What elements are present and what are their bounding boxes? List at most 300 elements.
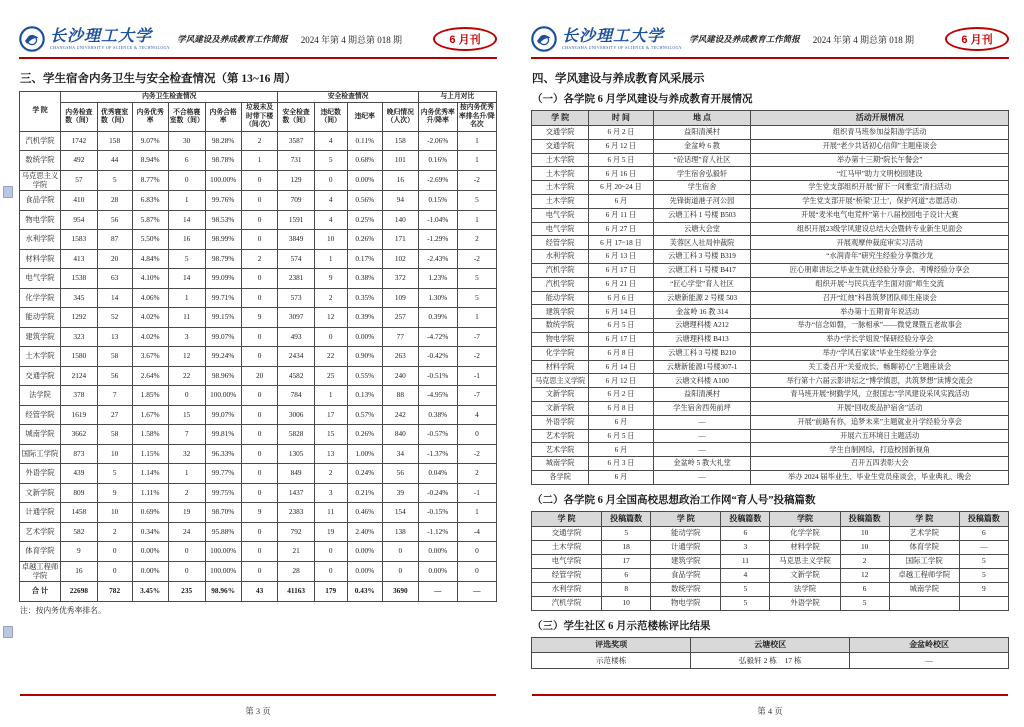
- table-cell: 艺术学院: [889, 526, 959, 540]
- model-building-table-body: [532, 652, 1009, 668]
- table-row: [532, 139, 1009, 153]
- table-cell: 56: [97, 210, 132, 230]
- table-cell: 15: [168, 405, 205, 425]
- table-cell: 492: [61, 151, 98, 171]
- table-cell: 10: [97, 503, 132, 523]
- table-cell: 建筑学院: [532, 305, 589, 319]
- university-name: 长沙理工大学: [50, 27, 153, 45]
- table-cell: 食品学院: [651, 568, 721, 582]
- table-cell: 弘毅轩 2 栋 17 栋: [691, 652, 850, 668]
- table-cell: 0.00%: [418, 561, 457, 582]
- table-cell: 3097: [278, 308, 314, 328]
- table-cell: 1.23%: [418, 269, 457, 289]
- table-row: [20, 425, 497, 445]
- table-cell: 6 月 2 日: [589, 126, 653, 140]
- table-cell: 5: [97, 170, 132, 191]
- table-cell: 文新学院: [770, 568, 840, 582]
- table-cell: 土木学院: [532, 181, 589, 195]
- table-cell: 金盆岭 16 教 314: [653, 305, 751, 319]
- table-cell: 56: [382, 464, 418, 484]
- table-cell: 99.07%: [205, 327, 241, 347]
- table-cell: 3662: [61, 425, 98, 445]
- table-cell: 0.39%: [418, 308, 457, 328]
- table-cell: 6: [721, 526, 770, 540]
- table-row: [532, 332, 1009, 346]
- group-header-compare: 与上月对比: [418, 92, 496, 103]
- table-row: [532, 167, 1009, 181]
- table-cell: 96.33%: [205, 444, 241, 464]
- hygiene-table-body: [20, 131, 497, 582]
- table-cell: 87: [97, 230, 132, 250]
- table-cell: 20: [241, 366, 278, 386]
- table-cell: 2: [314, 464, 347, 484]
- university-name-block: [50, 29, 170, 50]
- table-cell: 27: [97, 405, 132, 425]
- subsection-3-title: （三）学生社区 6 月示范楼栋评比结果: [532, 620, 711, 632]
- table-cell: 云塘工科 1 号楼 B503: [653, 208, 751, 222]
- table-cell: 1538: [61, 269, 98, 289]
- table-cell: 98.28%: [205, 131, 241, 151]
- column-header: 内务检查数（间）: [61, 103, 98, 131]
- table-cell: 809: [61, 483, 98, 503]
- table-cell: 电气学院: [532, 208, 589, 222]
- table-cell: 0.69%: [132, 503, 168, 523]
- table-cell: 263: [382, 347, 418, 367]
- table-cell: 0.90%: [347, 347, 382, 367]
- table-cell: 国际工学院: [889, 554, 959, 568]
- table-cell: —: [418, 582, 457, 602]
- table-cell: 11: [721, 554, 770, 568]
- table-cell: 5.87%: [132, 210, 168, 230]
- table-cell: 6.83%: [132, 191, 168, 211]
- table-row: [20, 503, 497, 523]
- footer-rule: [532, 694, 1008, 697]
- table-cell: 土木学院: [532, 194, 589, 208]
- table-cell: -2.69%: [418, 170, 457, 191]
- table-cell: 44: [97, 151, 132, 171]
- table-row: [532, 208, 1009, 222]
- table-cell: 举办第十五期青年说活动: [751, 305, 1009, 319]
- table-cell: 109: [382, 288, 418, 308]
- table-cell: 城南学院: [889, 582, 959, 596]
- table-cell: 2.40%: [347, 522, 382, 542]
- table-cell: 学生自制网综，打造校园新视角: [751, 443, 1009, 457]
- table-cell: -1.37%: [418, 444, 457, 464]
- university-name-english: CHANGSHA UNIVERSITY OF SCIENCE & TECHNOLOGY: [50, 44, 171, 50]
- table-row: [20, 308, 497, 328]
- table-cell: 青马班开展“树勤学风，立报国志”学风建设采风实践活动: [751, 388, 1009, 402]
- table-cell: 12: [840, 568, 889, 582]
- table-row: [532, 470, 1009, 484]
- table-cell: 1.58%: [132, 425, 168, 445]
- table-cell: 0.21%: [347, 483, 382, 503]
- table-cell: -2: [457, 170, 496, 191]
- table-cell: 5: [959, 554, 1008, 568]
- table-cell: 28: [97, 191, 132, 211]
- table-cell: 6 月 5 日: [589, 429, 653, 443]
- table-cell: 组织开展23级学风建设总结大会暨转专业新生见面会: [751, 222, 1009, 236]
- table-cell: 2: [840, 554, 889, 568]
- table-cell: 举办“学长学姐说”保研经验分享会: [751, 332, 1009, 346]
- table-row: [20, 249, 497, 269]
- table-cell: 100.00%: [205, 561, 241, 582]
- table-cell: 0.00%: [132, 542, 168, 562]
- table-cell: 94: [382, 191, 418, 211]
- table-cell: -0.51%: [418, 366, 457, 386]
- table-cell: 1.14%: [132, 464, 168, 484]
- table-cell: 257: [382, 308, 418, 328]
- table-cell: 13: [97, 327, 132, 347]
- table-cell: 1580: [61, 347, 98, 367]
- table-row: [532, 388, 1009, 402]
- table-cell: 示范楼栋: [532, 652, 691, 668]
- page-4: [512, 0, 1024, 727]
- page-header: [19, 26, 497, 52]
- table-cell: 22698: [61, 582, 98, 602]
- table-cell: 11: [314, 503, 347, 523]
- table-row: [20, 288, 497, 308]
- column-header-count: 投稿篇数: [959, 511, 1008, 526]
- header-row: [532, 637, 1009, 652]
- table-cell: 0: [168, 170, 205, 191]
- university-logo-icon: [19, 26, 45, 52]
- column-header-college: 学 院: [532, 511, 602, 526]
- table-cell: 413: [61, 249, 98, 269]
- table-cell: 马克思主义学院: [532, 374, 589, 388]
- table-cell: 物电学院: [651, 596, 721, 610]
- table-cell: 57: [61, 170, 98, 191]
- table-cell: 235: [168, 582, 205, 602]
- table-cell: 140: [382, 210, 418, 230]
- table-cell: -2: [457, 249, 496, 269]
- table-cell: 建筑学院: [20, 327, 61, 347]
- table-cell: 792: [278, 522, 314, 542]
- table-cell: 6 月 21 日: [589, 277, 653, 291]
- table-row: [20, 170, 497, 191]
- table-cell: 云塘工科 3 号楼 B319: [653, 250, 751, 264]
- table-cell: 0.11%: [347, 131, 382, 151]
- table-cell: 外语学院: [532, 415, 589, 429]
- table-cell: 3587: [278, 131, 314, 151]
- table-cell: 5: [168, 249, 205, 269]
- table-cell: 13: [314, 444, 347, 464]
- table-cell: 组织开展“与民兵连学生面对面”师生交流: [751, 277, 1009, 291]
- table-cell: 能动学院: [20, 308, 61, 328]
- table-cell: 学生宿舍弘毅轩: [653, 167, 751, 181]
- table-cell: 9: [241, 503, 278, 523]
- table-cell: 云塘文科楼 A100: [653, 374, 751, 388]
- table-row: [532, 222, 1009, 236]
- table-cell: 6 月 14 日: [589, 305, 653, 319]
- table-cell: 4: [314, 210, 347, 230]
- table-cell: 840: [382, 425, 418, 445]
- group-header-hygiene: 内务卫生检查情况: [61, 92, 278, 103]
- table-cell: 11: [168, 308, 205, 328]
- table-cell: 99.71%: [205, 288, 241, 308]
- table-cell: 3: [721, 540, 770, 554]
- table-row: [532, 401, 1009, 415]
- table-cell: 城南学院: [532, 457, 589, 471]
- table-cell: 0.35%: [347, 288, 382, 308]
- column-header-college: 学 院: [20, 92, 61, 132]
- table-cell: 艺术学院: [532, 429, 589, 443]
- bulletin-title: 学风建设及养成教育工作简报: [689, 34, 800, 44]
- table-cell: 582: [61, 522, 98, 542]
- table-cell: 24: [168, 522, 205, 542]
- table-cell: 化学学院: [20, 288, 61, 308]
- table-cell: 242: [382, 405, 418, 425]
- table-cell: 学生宿舍: [653, 181, 751, 195]
- table-row: [532, 360, 1009, 374]
- table-cell: 18: [602, 540, 651, 554]
- table-cell: 0.39%: [347, 308, 382, 328]
- table-cell: 410: [61, 191, 98, 211]
- table-cell: 城南学院: [20, 425, 61, 445]
- table-cell: 1.00%: [347, 444, 382, 464]
- table-cell: 372: [382, 269, 418, 289]
- table-cell: 17: [314, 405, 347, 425]
- table-cell: -1: [457, 366, 496, 386]
- table-cell: 0: [241, 386, 278, 406]
- table-cell: 0: [314, 327, 347, 347]
- activities-table-body: [532, 126, 1009, 485]
- table-row: [20, 464, 497, 484]
- table-cell: 4: [314, 131, 347, 151]
- table-cell: 5: [602, 526, 651, 540]
- table-cell: 6 月 2 日: [589, 388, 653, 402]
- table-cell: 98.99%: [205, 230, 241, 250]
- table-cell: 12: [168, 347, 205, 367]
- table-cell: 开展“回收废品护宿舍”活动: [751, 401, 1009, 415]
- table-cell: 材料学院: [20, 249, 61, 269]
- table-cell: 9: [314, 269, 347, 289]
- table-cell: 国际工学院: [20, 444, 61, 464]
- table-cell: —: [850, 652, 1009, 668]
- table-row: [20, 405, 497, 425]
- table-cell: 10: [314, 230, 347, 250]
- table-cell: 1: [457, 151, 496, 171]
- table-cell: 1458: [61, 503, 98, 523]
- table-cell: 云塘理科楼 A212: [653, 319, 751, 333]
- table-cell: 20: [97, 249, 132, 269]
- table-cell: 汽机学院: [532, 596, 602, 610]
- table-cell: 4.84%: [132, 249, 168, 269]
- table-cell: 6 月: [589, 194, 653, 208]
- table-cell: 0: [168, 386, 205, 406]
- subsection-1-title: （一）各学院 6 月学风建设与养成教育开展情况: [532, 94, 753, 105]
- table-cell: 32: [168, 444, 205, 464]
- table-cell: 22: [314, 347, 347, 367]
- column-header: 优秀寝室数（间）: [97, 103, 132, 131]
- table-cell: 电气学院: [20, 269, 61, 289]
- table-cell: 1: [457, 503, 496, 523]
- table-cell: 16: [168, 230, 205, 250]
- table-cell: 5: [314, 151, 347, 171]
- table-cell: 731: [278, 151, 314, 171]
- table-cell: 0.04%: [418, 464, 457, 484]
- table-cell: 98.79%: [205, 249, 241, 269]
- table-cell: 1: [457, 308, 496, 328]
- table-cell: —: [653, 429, 751, 443]
- table-cell: 1: [314, 249, 347, 269]
- table-cell: 439: [61, 464, 98, 484]
- table-cell: 合 计: [20, 582, 61, 602]
- table-cell: -2: [457, 444, 496, 464]
- table-cell: 外语学院: [770, 596, 840, 610]
- table-cell: 6: [602, 568, 651, 582]
- table-cell: 6 月 6 日: [589, 291, 653, 305]
- table-cell: 经管学院: [20, 405, 61, 425]
- column-header-award: 评选奖项: [532, 637, 691, 652]
- table-cell: 土木学院: [532, 540, 602, 554]
- table-cell: 3690: [382, 582, 418, 602]
- table-cell: 0: [241, 170, 278, 191]
- table-cell: 5: [97, 464, 132, 484]
- table-cell: 2.64%: [132, 366, 168, 386]
- column-header: 内务优秀率升/降率: [418, 103, 457, 131]
- table-cell: 43: [241, 582, 278, 602]
- table-cell: 0.38%: [347, 269, 382, 289]
- table-row: [20, 522, 497, 542]
- table-cell: 0.43%: [347, 582, 382, 602]
- table-cell: 云塘大会堂: [653, 222, 751, 236]
- table-cell: 99.07%: [205, 405, 241, 425]
- table-row: [532, 429, 1009, 443]
- table-cell: 关工委召开“关爱成长、畅聊初心”主题座谈会: [751, 360, 1009, 374]
- table-cell: 0.46%: [347, 503, 382, 523]
- table-cell: 138: [382, 522, 418, 542]
- table-cell: 0.00%: [418, 542, 457, 562]
- table-cell: 能动学院: [532, 291, 589, 305]
- table-cell: 7: [97, 386, 132, 406]
- table-cell: 19: [314, 522, 347, 542]
- table-cell: 102: [382, 249, 418, 269]
- table-cell: 召开五四表彰大会: [751, 457, 1009, 471]
- table-cell: 0.25%: [347, 210, 382, 230]
- table-cell: 0.00%: [132, 561, 168, 582]
- table-cell: 经管学院: [532, 236, 589, 250]
- table-cell: 1583: [61, 230, 98, 250]
- table-cell: 开展“老少共话初心信仰”主题座谈会: [751, 139, 1009, 153]
- table-cell: 39: [382, 483, 418, 503]
- table-cell: 2: [457, 464, 496, 484]
- table-cell: 158: [97, 131, 132, 151]
- table-cell: 体育学院: [889, 540, 959, 554]
- table-cell: 14: [168, 210, 205, 230]
- table-cell: 6 月 8 日: [589, 346, 653, 360]
- table-cell: 574: [278, 249, 314, 269]
- table-cell: 378: [61, 386, 98, 406]
- table-cell: 0.00%: [347, 561, 382, 582]
- table-row: [532, 181, 1009, 195]
- table-cell: 98.96%: [205, 582, 241, 602]
- table-cell: 1.15%: [132, 444, 168, 464]
- table-cell: “砼话理”育人社区: [653, 153, 751, 167]
- table-cell: 物电学院: [20, 210, 61, 230]
- table-cell: 外语学院: [20, 464, 61, 484]
- activities-table: [531, 110, 1009, 485]
- table-cell: 5: [457, 269, 496, 289]
- table-cell: 98.96%: [205, 366, 241, 386]
- header-row: [532, 111, 1009, 126]
- column-header: 垃圾未及时带下楼（间/次）: [241, 103, 278, 131]
- table-cell: -4.95%: [418, 386, 457, 406]
- table-row: [20, 151, 497, 171]
- table-cell: 15: [314, 425, 347, 445]
- table-cell: 1: [241, 151, 278, 171]
- table-cell: 举办第十三期“院长午餐会”: [751, 153, 1009, 167]
- table-row: [532, 153, 1009, 167]
- table-cell: 文新学院: [20, 483, 61, 503]
- table-cell: 98.70%: [205, 503, 241, 523]
- table-cell: 0: [241, 542, 278, 562]
- table-cell: -7: [457, 327, 496, 347]
- table-cell: 1: [457, 131, 496, 151]
- margin-annotation-icon: [3, 626, 13, 638]
- table-cell: 6 月 20~24 日: [589, 181, 653, 195]
- table-row: [532, 291, 1009, 305]
- table-row: [532, 582, 1009, 596]
- table-cell: 3006: [278, 405, 314, 425]
- table-cell: “红马甲”助力文明校园建设: [751, 167, 1009, 181]
- table-row: [532, 319, 1009, 333]
- table-cell: 1: [168, 288, 205, 308]
- table-cell: 6 月 14 日: [589, 360, 653, 374]
- table-cell: 14: [168, 269, 205, 289]
- table-cell: 0.17%: [347, 249, 382, 269]
- column-header-college: 学 院: [532, 111, 589, 126]
- table-cell: 艺术学院: [532, 443, 589, 457]
- table-cell: 文新学院: [532, 401, 589, 415]
- table-cell: 举办 2024 届毕业生、毕业生党员座谈会，毕业典礼、晚会: [751, 470, 1009, 484]
- table-cell: 4.10%: [132, 269, 168, 289]
- university-logo-icon: [531, 26, 557, 52]
- table-cell: 8.77%: [132, 170, 168, 191]
- table-cell: 0.56%: [347, 191, 382, 211]
- table-cell: 0: [168, 542, 205, 562]
- table-cell: 0.68%: [347, 151, 382, 171]
- table-cell: 云塘新能源 2 号楼 503: [653, 291, 751, 305]
- table-row: [20, 444, 497, 464]
- table-cell: 5: [721, 596, 770, 610]
- table-row: [20, 582, 497, 602]
- table-cell: 材料学院: [770, 540, 840, 554]
- table-cell: 3849: [278, 230, 314, 250]
- table-cell: 0: [97, 561, 132, 582]
- table-cell: 召开“红烛”科普筑梦团队师生座谈会: [751, 291, 1009, 305]
- table-cell: 汽机学院: [20, 131, 61, 151]
- table-cell: 5: [840, 596, 889, 610]
- table-cell: 艺术学院: [20, 522, 61, 542]
- table-row: [532, 540, 1009, 554]
- table-cell: 举办“学风百家谈”毕业生经验分享会: [751, 346, 1009, 360]
- table-cell: 学生党支部组织开展“留下一间雅室”清扫活动: [751, 181, 1009, 195]
- table-cell: 5: [721, 582, 770, 596]
- table-row: [20, 483, 497, 503]
- table-cell: 汽机学院: [532, 277, 589, 291]
- table-row: [20, 131, 497, 151]
- university-name-english: CHANGSHA UNIVERSITY OF SCIENCE & TECHNOLOGY: [562, 44, 683, 50]
- subsection-2-title: （二）各学院 6 月全国高校思想政治工作网“育人号”投稿篇数: [532, 494, 816, 506]
- table-cell: 1305: [278, 444, 314, 464]
- table-cell: 1437: [278, 483, 314, 503]
- table-cell: 0.57%: [347, 405, 382, 425]
- table-cell: 0: [241, 327, 278, 347]
- table-cell: 举行第十六届云影讲坛之“博学慎思，共筑梦想”读博交流会: [751, 374, 1009, 388]
- table-cell: 58: [97, 425, 132, 445]
- table-cell: -1.04%: [418, 210, 457, 230]
- bulletin-title: 学风建设及养成教育工作简报: [177, 34, 288, 44]
